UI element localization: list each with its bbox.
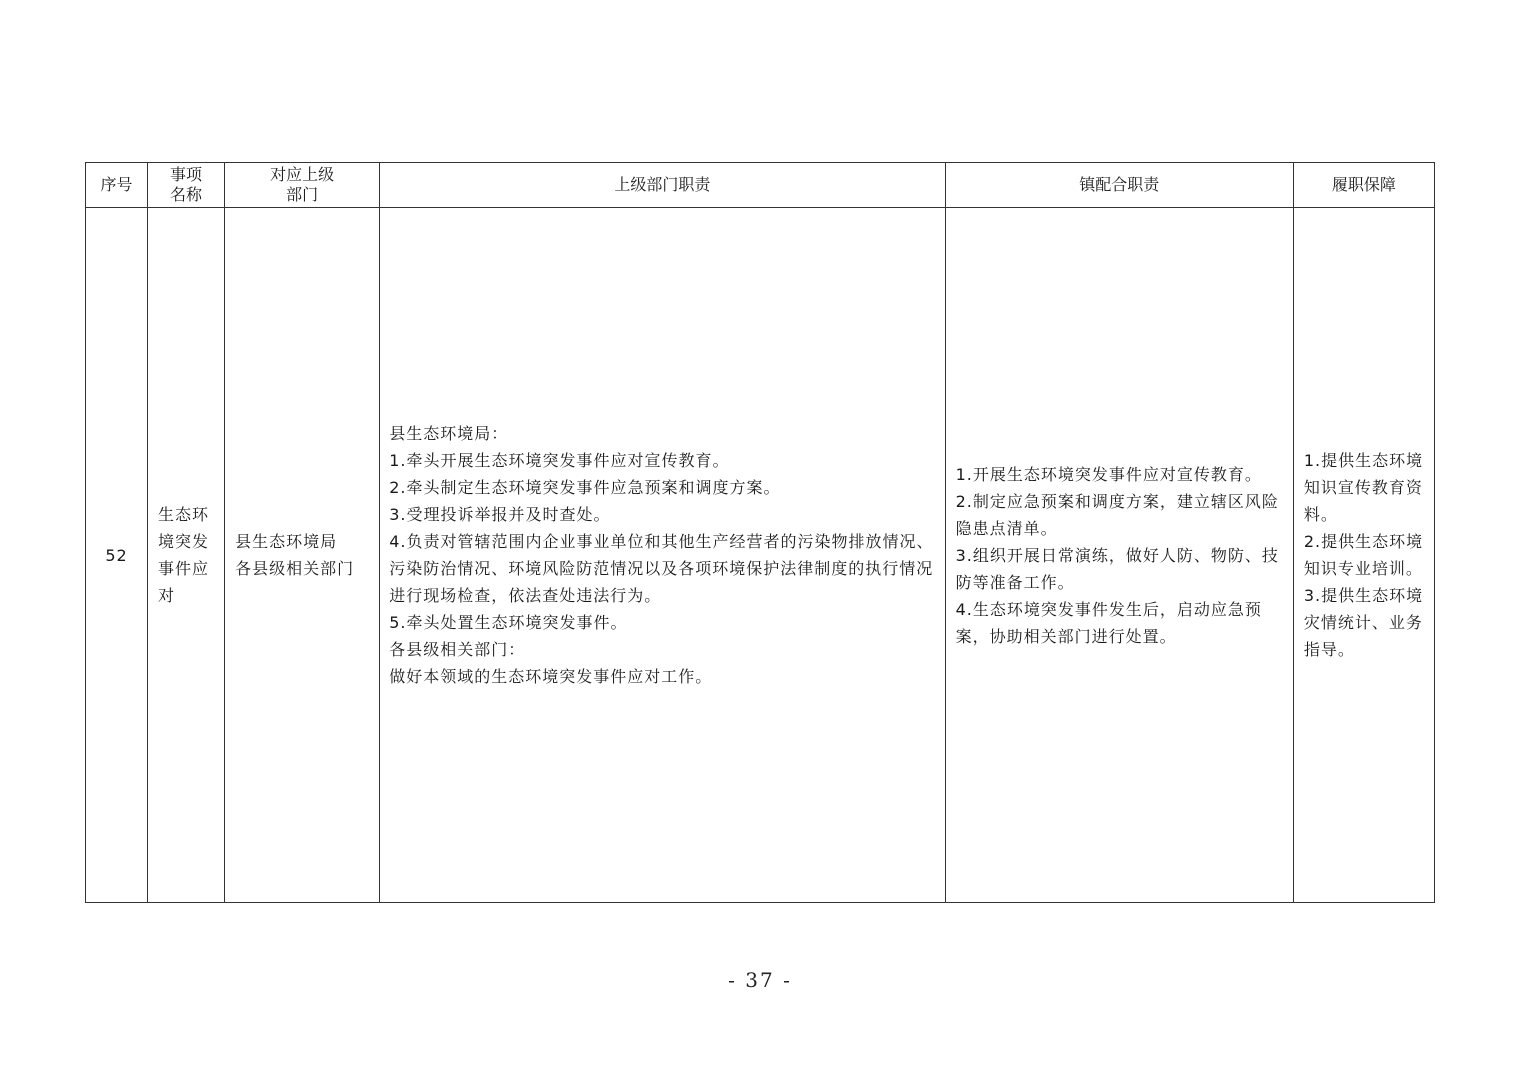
upper-duty-line: 3.受理投诉举报并及时查处。	[389, 505, 611, 524]
header-town-duties: 镇配合职责	[945, 163, 1293, 208]
duty-table	[85, 162, 1435, 903]
upper-duty-line: 2.牵头制定生态环境突发事件应急预案和调度方案。	[389, 478, 781, 497]
dept-line: 各县级相关部门	[235, 559, 355, 578]
town-cooperation-duties	[945, 208, 1293, 903]
upper-duty-line: 5.牵头处置生态环境突发事件。	[389, 613, 628, 632]
upper-department-duties	[380, 208, 945, 903]
dept-line: 县生态环境局	[235, 532, 338, 551]
row-number: 52	[86, 208, 148, 903]
upper-duty-line: 县生态环境局：	[389, 424, 509, 443]
header-name: 事项 名称	[148, 163, 225, 208]
town-duty-line: 1.开展生态环境突发事件应对宣传教育。	[955, 464, 1262, 484]
table-header-row	[86, 163, 1435, 208]
upper-duty-line: 4.负责对管辖范围内企业事业单位和其他生产经营者的污染物排放情况、污染防治情况、环境风险防范情况以及各项环境保护法律制度的执行情况进行现场检查，依法查处违法行为。	[389, 532, 934, 605]
corresponding-department	[225, 208, 380, 903]
upper-duty-line: 各县级相关部门：	[389, 640, 526, 659]
table-row	[86, 208, 1435, 903]
guarantee-line: 1.提供生态环境知识宣传教育资料。	[1303, 451, 1424, 524]
header-upper-duties: 上级部门职责	[380, 163, 945, 208]
header-no: 序号	[86, 163, 148, 208]
town-duty-line: 3.组织开展日常演练，做好人防、物防、技防等准备工作。	[955, 545, 1279, 592]
header-guarantee: 履职保障	[1293, 163, 1434, 208]
page-number: - 37 -	[728, 968, 792, 992]
performance-guarantee	[1293, 208, 1434, 903]
item-name: 生态环境突发事件应对	[148, 208, 225, 903]
town-duty-line: 2.制定应急预案和调度方案，建立辖区风险隐患点清单。	[955, 491, 1279, 538]
upper-duty-line: 做好本领域的生态环境突发事件应对工作。	[389, 667, 713, 686]
upper-duty-line: 1.牵头开展生态环境突发事件应对宣传教育。	[389, 451, 730, 470]
header-dept: 对应上级 部门	[225, 163, 380, 208]
guarantee-line: 2.提供生态环境知识专业培训。	[1303, 532, 1424, 578]
guarantee-line: 3.提供生态环境灾情统计、业务指导。	[1303, 586, 1424, 659]
town-duty-line: 4.生态环境突发事件发生后，启动应急预案，协助相关部门进行处置。	[955, 599, 1262, 646]
